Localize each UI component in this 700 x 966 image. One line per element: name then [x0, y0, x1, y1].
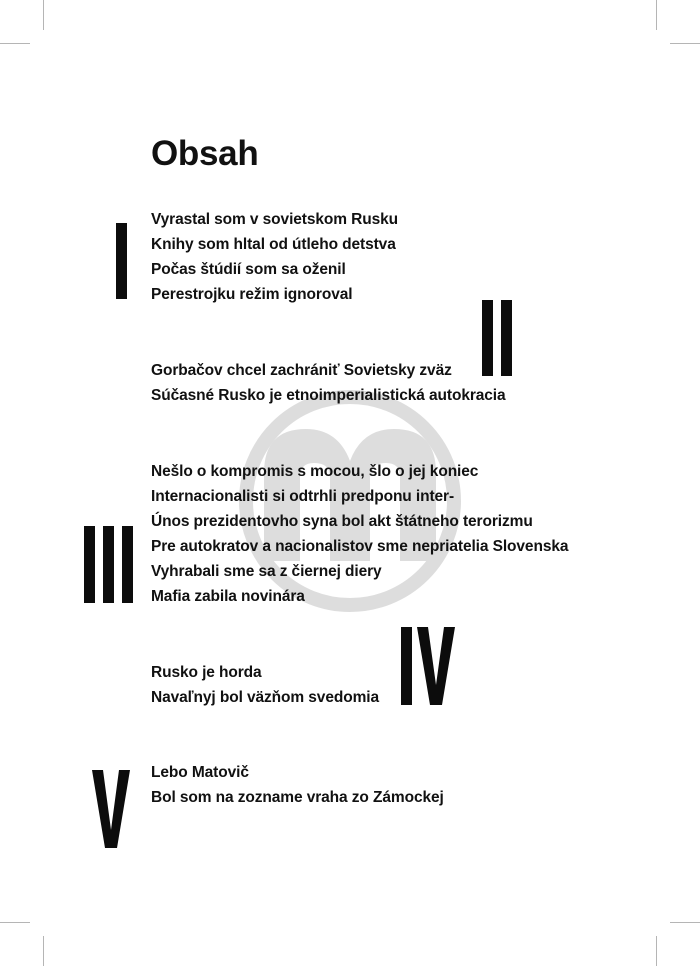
numeral-stroke: [103, 526, 114, 603]
crop-mark: [43, 936, 44, 966]
crop-mark: [670, 922, 700, 923]
crop-mark: [656, 936, 657, 966]
roman-numeral-iv: [401, 627, 457, 705]
toc-entry: Nešlo o kompromis s mocou, šlo o jej koniec: [151, 463, 479, 480]
toc-entry: Perestrojku režim ignoroval: [151, 286, 353, 303]
numeral-stroke: [401, 627, 412, 705]
roman-numeral-i: [116, 223, 127, 299]
toc-entry: Lebo Matovič: [151, 764, 249, 781]
crop-mark: [656, 0, 657, 30]
toc-entry: Rusko je horda: [151, 664, 262, 681]
toc-entry: Internacionalisti si odtrhli predponu inter-: [151, 488, 455, 505]
toc-entry: Knihy som hltal od útleho detstva: [151, 236, 396, 253]
crop-mark: [0, 922, 30, 923]
toc-entry: Únos prezidentovho syna bol akt štátneho terorizmu: [151, 513, 533, 530]
numeral-stroke: [482, 300, 493, 376]
numeral-stroke: [417, 627, 455, 705]
crop-mark: [0, 43, 30, 44]
page-title: Obsah: [151, 134, 259, 173]
numeral-stroke: [122, 526, 133, 603]
toc-entry: Súčasné Rusko je etnoimperialistická autokracia: [151, 387, 506, 404]
numeral-stroke: [84, 526, 95, 603]
toc-entry: Počas štúdií som sa oženil: [151, 261, 346, 278]
toc-entry: Mafia zabila novinára: [151, 588, 305, 605]
crop-mark: [670, 43, 700, 44]
roman-numeral-ii: [482, 300, 512, 376]
crop-mark: [43, 0, 44, 30]
numeral-stroke: [501, 300, 512, 376]
roman-numeral-iii: [84, 526, 133, 603]
roman-numeral-v: [92, 770, 130, 848]
toc-entry: Vyhrabali sme sa z čiernej diery: [151, 563, 382, 580]
toc-entry: Bol som na zozname vraha zo Zámockej: [151, 789, 444, 806]
toc-entry: Navaľnyj bol väzňom svedomia: [151, 689, 379, 706]
numeral-stroke: [92, 770, 130, 848]
numeral-stroke: [116, 223, 127, 299]
toc-entry: Gorbačov chcel zachrániť Sovietsky zväz: [151, 362, 452, 379]
toc-entry: Vyrastal som v sovietskom Rusku: [151, 211, 399, 228]
toc-entry: Pre autokratov a nacionalistov sme nepriatelia Slovenska: [151, 538, 569, 555]
